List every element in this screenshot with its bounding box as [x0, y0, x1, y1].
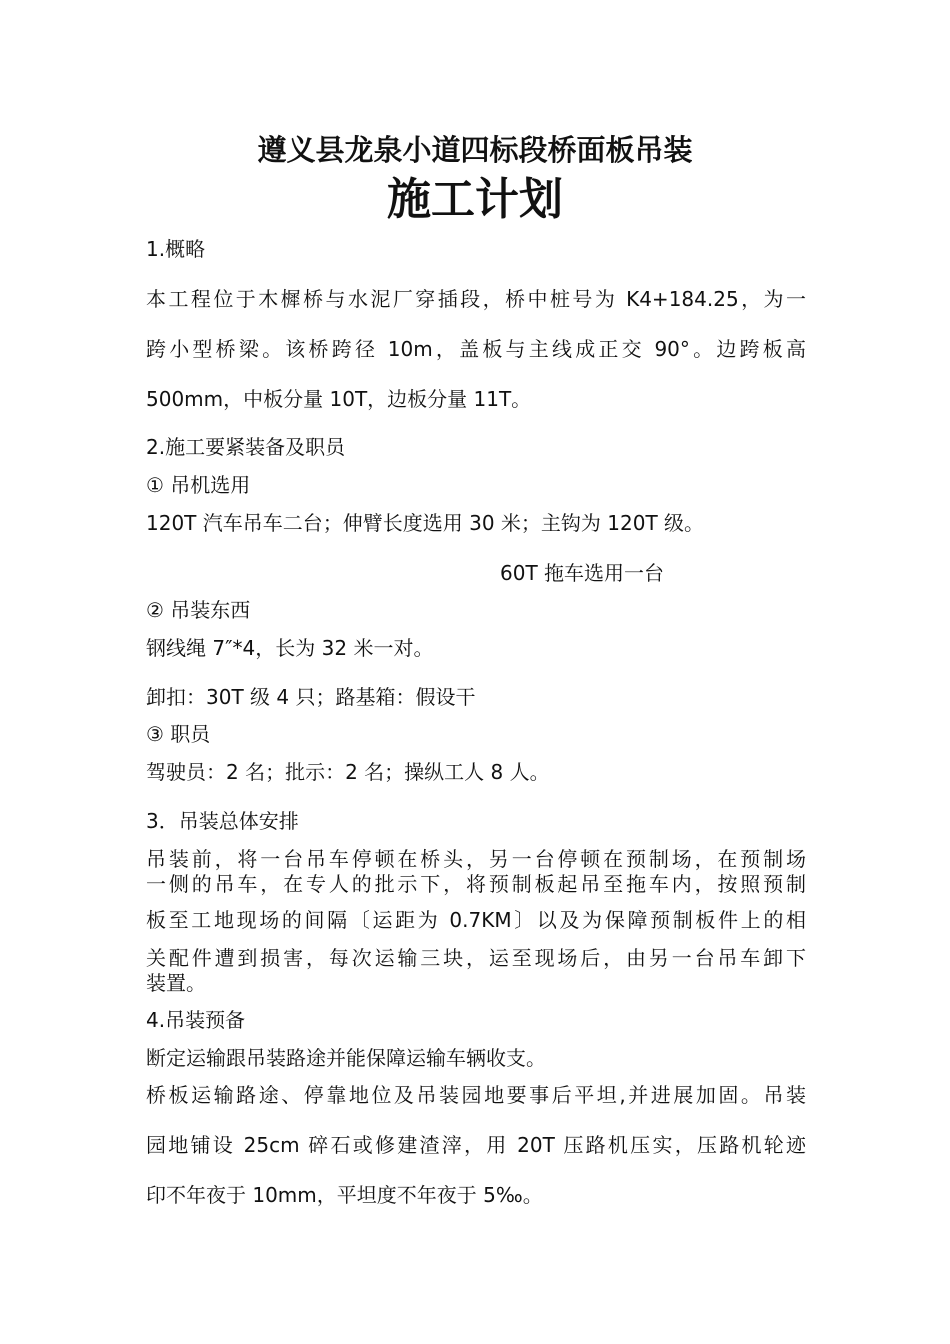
staff-line: 驾驶员：2 名；批示：2 名；操纵工人 8 人。 [146, 760, 550, 784]
section-1-heading: 1.概略 [146, 237, 206, 261]
section-4-heading: 4.吊装预备 [146, 1008, 246, 1032]
crane-subheading: ① 吊机选用 [146, 473, 251, 497]
section-3-paragraph-line: 板至工地现场的间隔〔运距为 0.7KM〕以及为保障预制板件上的相 [146, 908, 806, 932]
section-3-paragraph-line: 吊装前，将一台吊车停顿在桥头，另一台停顿在预制场，在预制场 [146, 847, 806, 871]
section-3-heading: 3．吊装总体安排 [146, 809, 299, 833]
section-4-paragraph: 断定运输跟吊装路途并能保障运输车辆收支。 [146, 1046, 546, 1070]
crane-line: 120T 汽车吊车二台；伸臂长度选用 30 米；主钩为 120T 级。 [146, 511, 705, 535]
section-1-paragraph-line: 500mm，中板分量 10T，边板分量 11T。 [146, 387, 532, 411]
tools-line: 钢线绳 7″*4，长为 32 米一对。 [146, 636, 434, 660]
tools-line: 卸扣：30T 级 4 只；路基箱：假设干 [146, 685, 476, 709]
tools-subheading: ② 吊装东西 [146, 598, 251, 622]
section-1-paragraph-line: 跨小型桥梁。该桥跨径 10m，盖板与主线成正交 90°。边跨板高 [146, 337, 806, 361]
section-2-heading: 2.施工要紧装备及职员 [146, 435, 346, 459]
section-3-paragraph-line: 关配件遭到损害，每次运输三块，运至现场后，由另一台吊车卸下 [146, 946, 806, 970]
document-title: 遵义县龙泉小道四标段桥面板吊装 [257, 133, 693, 167]
section-4-paragraph-line: 桥板运输路途、停靠地位及吊装园地要事后平坦,并进展加固。吊装 [146, 1083, 806, 1107]
section-1-paragraph-line: 本工程位于木樨桥与水泥厂穿插段，桥中桩号为 K4+184.25，为一 [146, 287, 806, 311]
staff-subheading: ③ 职员 [146, 722, 211, 746]
trailer-line: 60T 拖车选用一台 [500, 561, 665, 585]
section-4-paragraph-line: 印不年夜于 10mm，平坦度不年夜于 5‰。 [146, 1183, 543, 1207]
section-3-paragraph-line: 装置。 [146, 971, 206, 995]
document-subtitle: 施工计划 [387, 174, 563, 225]
section-3-paragraph-line: 一侧的吊车，在专人的批示下，将预制板起吊至拖车内，按照预制 [146, 872, 806, 896]
section-4-paragraph-line: 园地铺设 25cm 碎石或修建渣滓，用 20T 压路机压实，压路机轮迹 [146, 1133, 806, 1157]
